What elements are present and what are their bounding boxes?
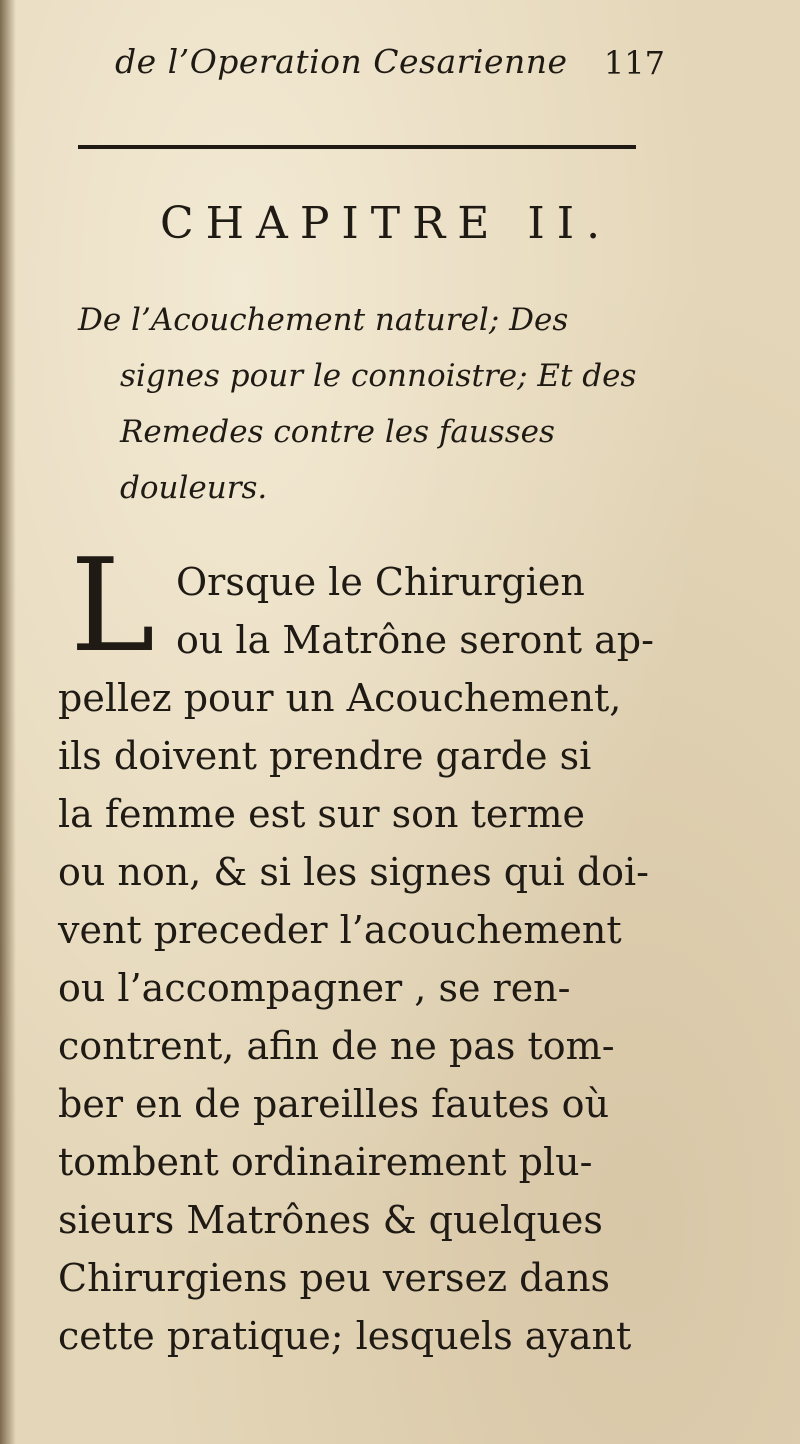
subtitle-line: douleurs. bbox=[120, 470, 268, 506]
body-line: sieurs Matrônes & quelques bbox=[58, 1198, 603, 1242]
header-rule bbox=[78, 145, 636, 149]
drop-cap: L bbox=[70, 532, 155, 681]
body-line: la femme est sur son terme bbox=[58, 792, 586, 836]
subtitle-line: signes pour le connoistre; Et des bbox=[120, 358, 637, 394]
body-line: contrent, afin de ne pas tom- bbox=[58, 1024, 615, 1068]
chapter-title: CHAPITRE II. bbox=[160, 198, 613, 249]
body-line: ou la Matrône seront ap- bbox=[176, 618, 654, 662]
body-line: Chirurgiens peu versez dans bbox=[58, 1256, 611, 1300]
body-line: tombent ordinairement plu- bbox=[58, 1140, 593, 1184]
body-line: ou non, & si les signes qui doi- bbox=[58, 850, 650, 894]
body-line: ils doivent prendre garde si bbox=[58, 734, 592, 778]
body-line: cette pratique; lesquels ayant bbox=[58, 1314, 632, 1358]
body-text bbox=[58, 553, 678, 1365]
body-line: vent preceder l’acouchement bbox=[58, 908, 622, 952]
running-title: de l’Operation Cesarienne bbox=[115, 42, 568, 81]
body-line: Orsque le Chirurgien bbox=[176, 560, 585, 604]
page-header bbox=[115, 38, 675, 98]
chapter-subtitle bbox=[78, 292, 678, 516]
body-line: pellez pour un Acouchement, bbox=[58, 676, 622, 720]
body-line: ber en de pareilles fautes où bbox=[58, 1082, 610, 1126]
subtitle-line: Remedes contre les fausses bbox=[120, 414, 555, 450]
binding-shadow bbox=[0, 0, 16, 1444]
page-number: 117 bbox=[603, 44, 665, 82]
subtitle-line: De l’Acouchement naturel; Des bbox=[78, 302, 569, 338]
body-line: ou l’accompagner , se ren- bbox=[58, 966, 571, 1010]
